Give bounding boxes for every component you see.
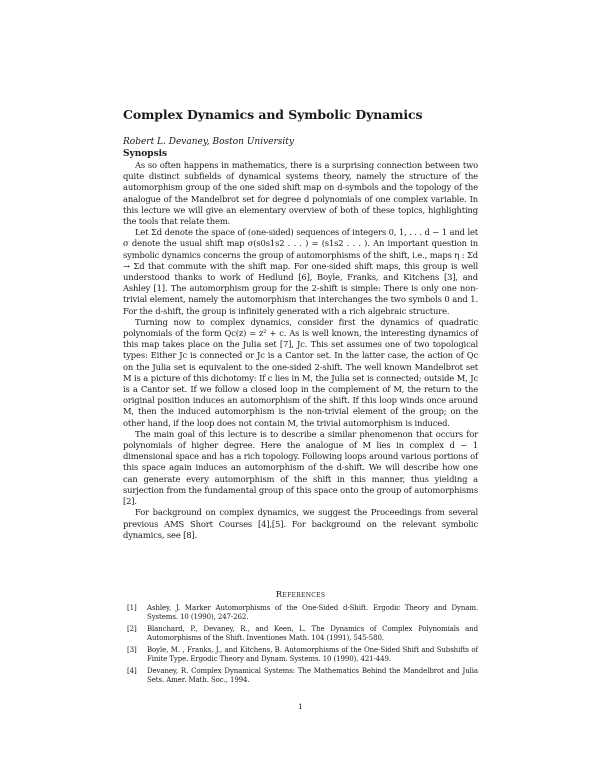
reference-number: [3] — [127, 645, 137, 654]
paragraph-2: Let Σd denote the space of (one-sided) sequences of integers 0, 1, . . . d − 1 and let σ denote the usual shift map σ(s0s1s2 . . . ) = (s1s2 . . . ). An important question in symbolic dynamics concerns the group of automorphisms of the shift, i.e., maps η : Σd → Σd that commute with the shift map. For one-sided shift maps, this group is well understood thanks to work of Hedlund [6], Boyle, Franks, and Kitchens [3], and Ashley [1]. The automorphism group for the 2-shift is simple: There is only one non-trivial element, namely the automorphism that interchanges the two symbols 0 and 1. For the d-shift, the group is infinitely generated with a rich algebraic structure. — [123, 227, 478, 316]
reference-text: Devaney, R. Complex Dynamical Systems: The Mathematics Behind the Mandelbrot and Julia Sets. Amer. Math. Soc., 1994. — [147, 666, 478, 684]
paragraph-5: For background on complex dynamics, we suggest the Proceedings from several previous AMS Short Courses [4],[5]. For background on the relevant symbolic dynamics, see [8]. — [123, 507, 478, 540]
reference-text: Blanchard, P., Devaney, R., and Keen, L. The Dynamics of Complex Polynomials and Automorphisms of the Shift. Inventiones Math. 104 (1991), 545-580. — [147, 624, 478, 643]
paragraph-1: As so often happens in mathematics, there is a surprising connection between two quite distinct subfields of dynamical systems theory, namely the structure of the automorphism group of the one sided shift map on d-symbols and the topology of the analogue of the Mandelbrot set for degree d polynomials of one complex variable. In this lecture we will give an elementary overview of both of these topics, highlighting the tools that relate them. — [123, 160, 478, 227]
reference-number: [2] — [127, 624, 137, 633]
paper-title: Complex Dynamics and Symbolic Dynamics — [123, 107, 423, 122]
reference-text: Ashley, J. Marker Automorphisms of the One-Sided d-Shift. Ergodic Theory and Dynam. Systems. 10 (1990), 247-262. — [147, 604, 478, 622]
reference-number: [4] — [127, 666, 137, 675]
author-line: Robert L. Devaney, Boston University — [123, 137, 294, 147]
paragraph-4: The main goal of this lecture is to describe a similar phenomenon that occurs for polynomials of higher degree. Here the analogue of M lies in complex d − 1 dimensional space and has a rich topology. Following loops around various portions of this space again induces an automorphism of the d-shift. We will describe how one can generate every automorphism of the shift in this manner, thus yielding a surjection from the fundamental group of this space onto the group of automorphisms [2]. — [123, 428, 478, 507]
references-heading: References — [275, 590, 326, 600]
reference-number: [1] — [127, 604, 137, 612]
synopsis-heading: Synopsis — [123, 149, 168, 159]
reference-item — [123, 625, 478, 644]
synopsis-body — [123, 160, 478, 541]
paragraph-3: Turning now to complex dynamics, consider first the dynamics of quadratic polynomials of the form Qc(z) = z² + c. As is well known, the interesting dynamics of this map takes place on the Julia set [7], Jc. This set assumes one of two topological types: Either Jc is connected or Jc is a Cantor set. In the latter case, the action of Qc on the Julia set is equivalent to the one-sided 2-shift. The well known Mandelbrot set M is a picture of this dichotomy: If c lies in M, the Julia set is connected; outside M, Jc is a Cantor set. If we follow a closed loop in the complement of M, the return to the original position induces an automorphism of the shift. If this loop winds once around M, then the induced automorphism is the non-trivial element of the group; on the other hand, if the loop does not contain M, the trivial automorphism is induced. — [123, 316, 478, 428]
reference-text: Boyle, M. , Franks, J., and Kitchens, B. Automorphisms of the One-Sided Shift and Subshifts of Finite Type. Ergodic Theory and Dynam. Systems. 10 (1990), 421-449. — [147, 645, 478, 664]
reference-item — [123, 604, 478, 623]
references-list — [123, 604, 478, 688]
reference-item — [123, 646, 478, 665]
page-number: 1 — [298, 702, 303, 711]
reference-item — [123, 667, 478, 686]
